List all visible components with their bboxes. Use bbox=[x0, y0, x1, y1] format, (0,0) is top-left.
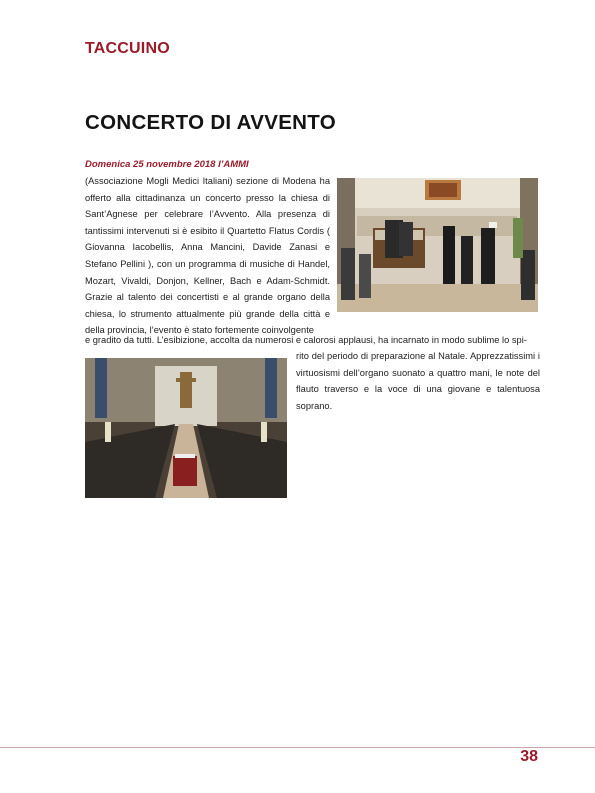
footer-divider bbox=[0, 747, 595, 748]
article-paragraph-1: (Associazione Mogli Medici Italiani) sezione di Modena ha offerto alla cittadinanza un concerto presso la chiesa di Sant’Agnese per celebrare l’Avvento. Alla presenza di tantissimi intervenuti si è esibito il Quartetto Flatus Cordis ( Giovanna Iacobellis, Anna Mancini, Davide Zanasi e Stefano Pellini ), con un programma di musiche di Handel, Mozart, Vivaldi, Donjon, Kellner, Bach e Adam-Schmidt. Grazie al talento dei concertisti e al grande organo della chiesa, lo strumento attualmente più grande della città e della provincia, l’evento è stato fortemente coinvolgente bbox=[85, 176, 330, 336]
photo-organ-musicians bbox=[337, 178, 538, 312]
section-label: TACCUINO bbox=[85, 40, 170, 57]
article-paragraph-2: e gradito da tutti. L’esibizione, accolta da numerosi e calorosi applausi, ha incarnato in modo sublime lo spi- bbox=[85, 335, 527, 345]
page-number: 38 bbox=[520, 748, 538, 765]
photo-church-interior bbox=[85, 358, 287, 498]
article-subtitle: Domenica 25 novembre 2018 l’AMMI bbox=[85, 159, 249, 170]
article-paragraph-3: rito del periodo di preparazione al Natale. Apprezzatissimi i virtuosismi dell’organo suonato a quattro mani, le note del flauto traverso e la voce di una giovane e talentuosa soprano. bbox=[296, 351, 540, 411]
article-title: CONCERTO DI AVVENTO bbox=[85, 111, 336, 134]
